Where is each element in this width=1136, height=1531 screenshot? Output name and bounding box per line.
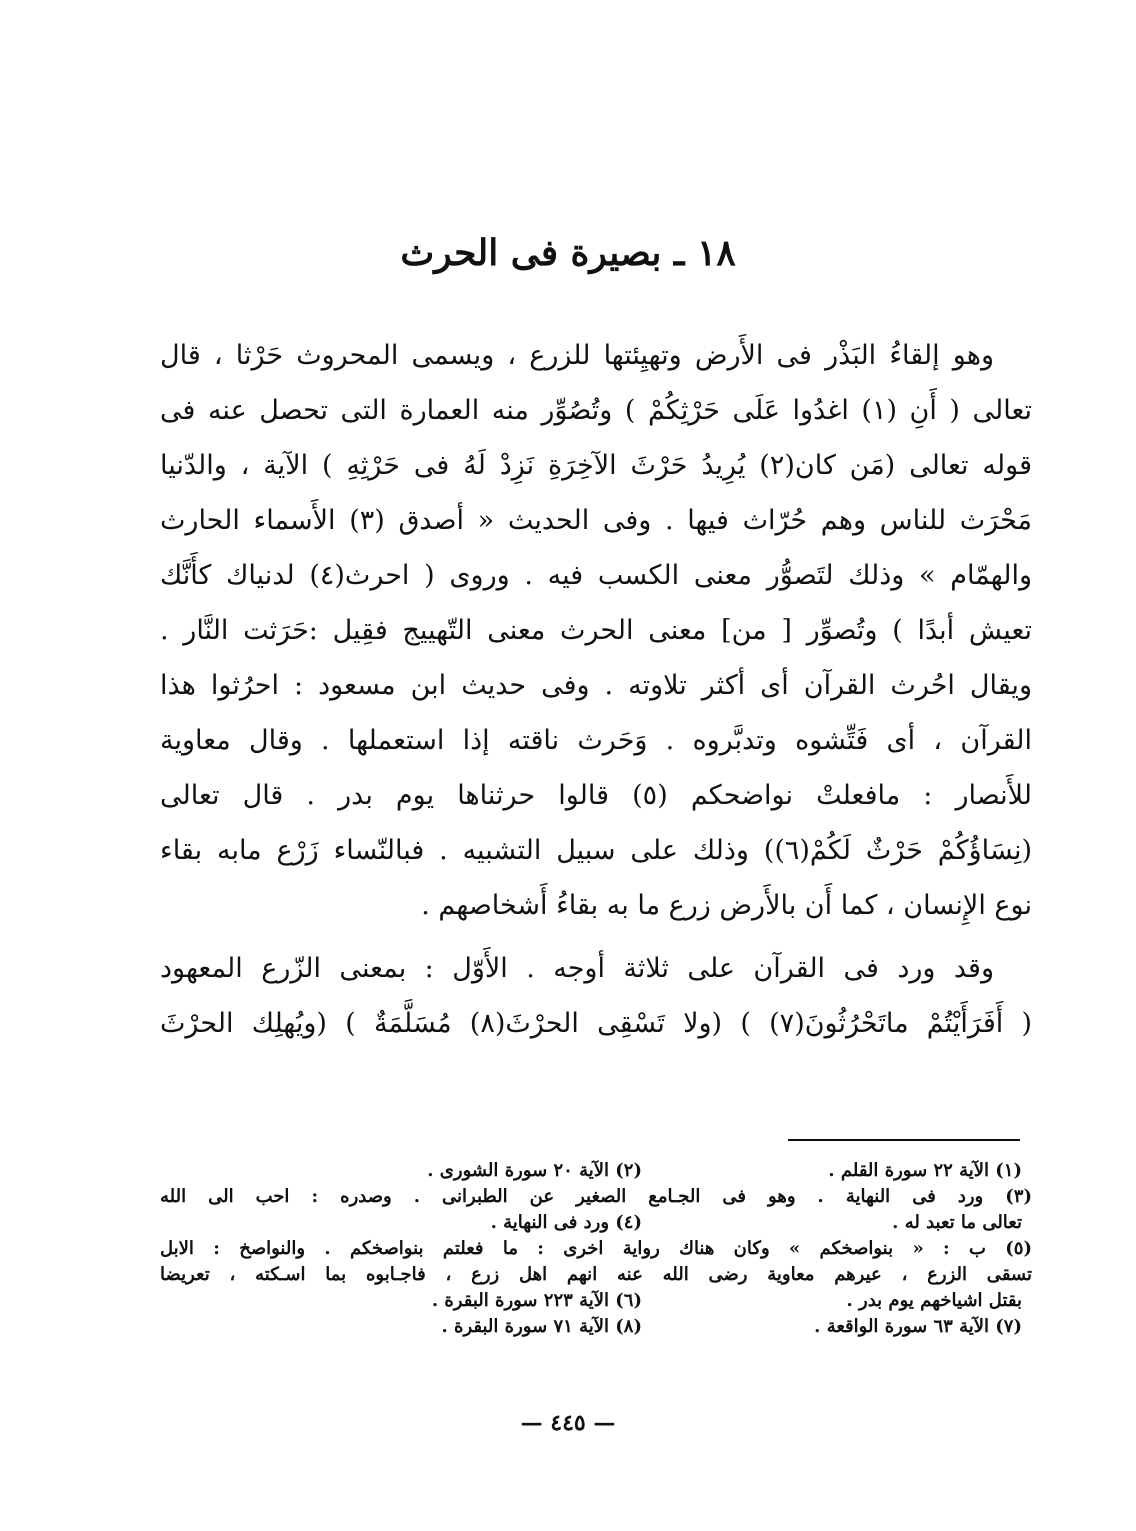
body-line: ( أَفَرَأَيْتُمْ ماتَحْرُثُونَ(٧) ) (ولا تَسْقِى الحرْثَ(٨) مُسَلَّمَةٌ ) (ويُهلِك الحرْثَ bbox=[160, 1008, 1032, 1039]
body-line: نوع الإِنسان ، كما أَن بالأَرض زرع ما به بقاءُ أَشخاصهم . bbox=[421, 890, 1032, 921]
footnote-4: (٤) ورد فى النهاية . bbox=[490, 1212, 642, 1233]
body-line: تعالى ( أَنِ (١) اغدُوا عَلَى حَرْثِكُمْ ) وتُصُوِّر منه العمارة التى تحصل عنه فى bbox=[160, 395, 1032, 426]
footnote-6: (٦) الآية ٢٢٣ سورة البقرة . bbox=[431, 1290, 642, 1311]
body-line: للأَنصار : مافعلتْ نواضحكم (٥) قالوا حرثناها يوم بدر . قال تعالى bbox=[160, 780, 1032, 811]
footnotes bbox=[160, 1158, 1032, 1340]
body-line: وهو إلقاءُ البَذْر فى الأَرض وتهيِئتها للزرع ، ويسمى المحروث حَرْثا ، قال bbox=[160, 340, 994, 371]
page-number: — ٤٤٥ — bbox=[520, 1410, 616, 1436]
footnote-7: (٧) الآية ٦٣ سورة الواقعة . bbox=[814, 1316, 1022, 1337]
footnote-8: (٨) الآية ٧١ سورة البقرة . bbox=[441, 1316, 642, 1337]
body-text bbox=[160, 328, 1032, 1051]
body-line: تعيش أبدًا ) وتُصوِّر [ من] معنى الحرث معنى التّهييج فقِيل :حَرَثت النَّار . bbox=[160, 615, 1032, 646]
footnote-row bbox=[160, 1288, 1032, 1314]
footnote-5-continued: تسقى الزرع ، عيرهم معاوية رضى الله عنه انهم اهل زرع ، فاجـابوه بما اسـكته ، تعريضا bbox=[160, 1264, 1032, 1285]
footnote-5-end: بقتل اشياخهم يوم بدر . bbox=[846, 1290, 1022, 1311]
footnote-5: (٥) ب : « بنواصخكم » وكان هناك رواية اخرى : ما فعلتم بنواصخكم . والنواصخ : الابل bbox=[160, 1238, 1032, 1259]
footnote-row bbox=[160, 1158, 1032, 1184]
footnote-row bbox=[160, 1210, 1032, 1236]
body-line: ويقال احُرث القرآن أى أكثر تلاوته . وفى حديث ابن مسعود : احرُثوا هذا bbox=[160, 670, 1032, 701]
body-line: وقد ورد فى القرآن على ثلاثة أوجه . الأَوّل : بمعنى الزّرع المعهود bbox=[160, 953, 994, 984]
footnote-3-continued: تعالى ما تعبد له . bbox=[892, 1212, 1022, 1233]
chapter-title: ١٨ ـ بصيرة فى الحرث bbox=[400, 232, 736, 274]
body-line: القرآن ، أى فَتِّشوه وتدبَّروه . وَحَرث ناقته إذا استعملها . وقال معاوية bbox=[160, 725, 1032, 756]
body-line: مَحْرَث للناس وهم حُرّاث فيها . وفى الحديث « أصدق (٣) الأَسماء الحارث bbox=[160, 505, 1032, 536]
footnote-divider bbox=[788, 1139, 1020, 1141]
footnote-2: (٢) الآية ٢٠ سورة الشورى . bbox=[427, 1160, 642, 1181]
paragraph-gap bbox=[160, 933, 1032, 941]
body-line: قوله تعالى (مَن كان(٢) يُرِيدُ حَرْثَ الآخِرَةِ نَزِدْ لَهُ فى حَرْثِهِ ) الآية ، والدّنيا bbox=[160, 450, 1032, 481]
footnote-1: (١) الآية ٢٢ سورة القلم . bbox=[828, 1160, 1022, 1181]
footnote-row bbox=[160, 1314, 1032, 1340]
footnote-3: (٣) ورد فى النهاية . وهو فى الجـامع الصغير عن الطبرانى . وصدره : احب الى الله bbox=[160, 1186, 1032, 1207]
body-line: (نِسَاؤُكُمْ حَرْثٌ لَكُمْ(٦)) وذلك على سبيل التشبيه . فبالنّساء زَرْع مابه بقاء bbox=[160, 835, 1032, 866]
body-line: والهمّام » وذلك لتَصوُّر معنى الكسب فيه . وروى ( احرث(٤) لدنياك كأَنَّك bbox=[160, 560, 1032, 591]
